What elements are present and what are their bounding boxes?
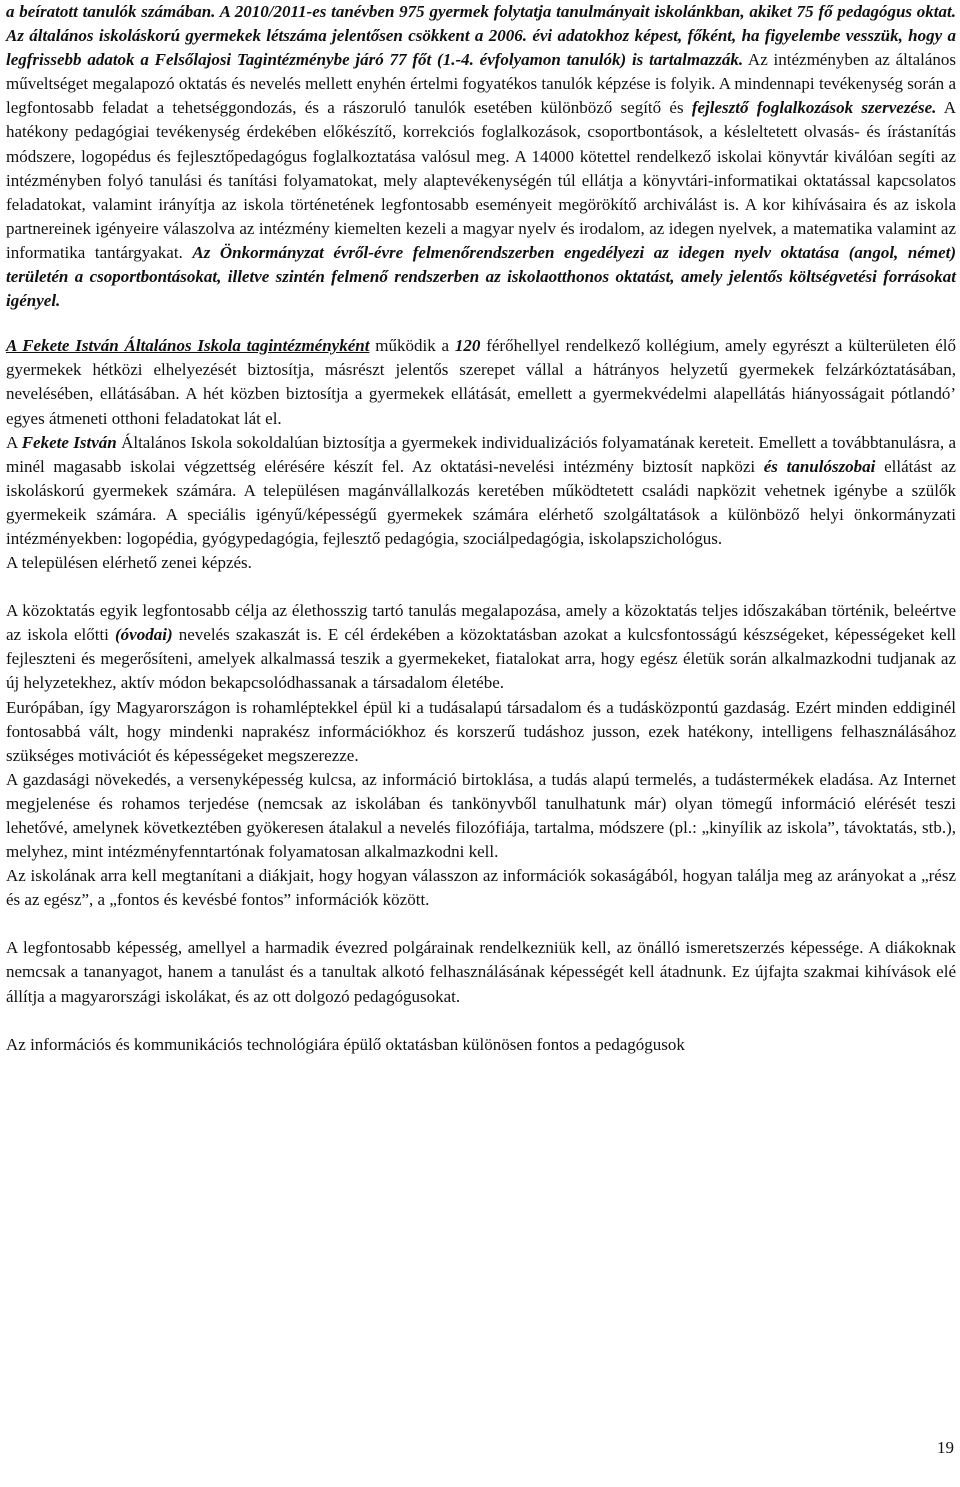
page-number: 19	[937, 1438, 954, 1457]
paragraph-information-selection: Az iskolának arra kell megtanítani a diákjait, hogy hogyan válasszon az információk sokaságából, hogyan találja meg az arányokat a „rész és az egész”, a „fontos és kevésbé fontos” információk között.	[6, 866, 956, 910]
document-page	[6, 0, 956, 1057]
dormitory-heading: A Fekete István Általános Iskola tagintézményként	[6, 336, 370, 356]
paragraph-dormitory	[6, 334, 956, 430]
study-room-emphasis: és tanulószobai	[763, 456, 876, 476]
institution-profile-text: Az intézményben az általános műveltséget megalapozó oktatás és nevelés mellett enyhén értelmi fogyatékos tanulók képzése is folyik. A mindennapi tevékenység során a legfontosabb feladat a tehetséggondozás, és a rászoruló tanulók esetében különböző segítő és	[6, 50, 956, 118]
paragraph-independent-learning: A legfontosabb képesség, amellyel a harmadik évezred polgárainak rendelkezniük kell, az önálló ismeretszerzés képessége. A diákoknak nemcsak a tananyagot, hanem a tanulást és a tanultak alkotó felhasználásának képességét kell átadnunk. Ez újfajta szakmai kihívások elé állítja a magyarországi iskolákat, és az ott dolgozó pedagógusokat.	[6, 938, 956, 1006]
paragraph-knowledge-society: Európában, így Magyarországon is rohamléptekkel épül ki a tudásalapú társadalom és a tudásközpontú gazdaság. Ezért minden eddiginél fontosabbá vált, hogy mindenki naprakész információkhoz és korszerű tudáshoz jusson, ezek hatékony, intelligens felhasználásához szükséges motivációt és képességeket megszerezze.	[6, 697, 956, 765]
paragraph-individualization	[6, 431, 956, 551]
student-statistics-text: a beíratott tanulók számában. A 2010/2011-es tanévben 975 gyermek folytatja tanulmányait iskolánkban, akiket 75 fő pedagógus oktat. Az általános iskoláskorú gyermekek létszáma jelentősen csökkent a 2006. évi adatokhoz képest, főként, ha figyelembe vesszük, hogy a legfrissebb adatok a Felsőlajosi Tagintézménybe járó 77 főt (1.-4. évfolyamon tanulók) is tartalmazzák.	[6, 2, 956, 70]
individualization-text-c: ellátást az iskoláskorú gyermekek számára. A településen magánvállalkozás keretében működtetett családi napközit vehetnek igénybe a szülők gyermekeik számára. A speciális igényű/képességű gyermekek számára elérhető szolgáltatások a különböző helyi önkormányzati intézményekben: logopédia, gyógypedagógia, fejlesztő pedagógia, szociálpedagógia, iskolapszichológus.	[6, 456, 956, 548]
paragraph-lifelong-learning	[6, 599, 956, 695]
paragraph-economic-growth: A gazdasági növekedés, a versenyképesség kulcsa, az információ birtoklása, a tudás alapú termelés, a tudástermékek eladása. Az Internet megjelenése és rohamos terjedése (nemcsak az iskolában és tankönyvből tanulhatunk már) olyan tömegű információ elérését teszi lehetővé, amelynek következtében gyökeresen átalakul a nevelés filozófiája, tartalma, módszere (pl.: „kinyílik az iskola”, távoktatás, stb.), melyhez, mint intézményfenntartónak folyamatosan alkalmazkodni kell.	[6, 769, 956, 862]
dormitory-capacity: 120	[454, 336, 481, 356]
paragraph-ict-education: Az információs és kommunikációs technológiára épülő oktatásban különösen fontos a pedagógusok	[6, 1034, 685, 1054]
individualization-text-a: A	[6, 432, 22, 452]
municipality-funding-emphasis: Az Önkormányzat évről-évre felmenőrendszerben engedélyezi az idegen nyelv oktatása (angol, német) területén a csoportbontásokat, illetve szintén felmenő rendszerben az iskolaotthonos oktatást, amely jelentős költségvetési forrásokat igényel.	[6, 242, 956, 311]
lifelong-text-b: nevelés szakaszát is. E cél érdekében a közoktatásban azokat a kulcsfontosságú készségeket, képességeket kell fejleszteni és megerősíteni, amelyek alkalmassá teszik a gyermekeket, fiatalokat arra, hogy egész életük során alkalmazkodni tudjanak az új helyzetekhez, aktív módon bekapcsolódhassanak a társadalom életébe.	[6, 625, 956, 693]
development-sessions-emphasis: fejlesztő foglalkozások szervezése.	[691, 98, 937, 118]
dormitory-text-a: működik a	[369, 336, 455, 356]
paragraph-school-overview	[6, 0, 956, 313]
school-name-emphasis: Fekete István	[21, 432, 117, 452]
dormitory-text-b: férőhellyel rendelkező kollégium, amely egyrészt a külterületen élő gyermekek hétközi elhelyezését biztosítja, másrészt jelentős szerepet vállal a hátrányos helyzetű gyermekek felzárkóztatásában, nevelésében, ellátásában. A hét közben biztosítja a gyermekek ellátását, emellett a gyermekvédelmi alapellátás hiányosságait pótlandó’ egyes átmeneti otthoni feladatokat lát el.	[6, 336, 956, 428]
lifelong-text-a: A közoktatás egyik legfontosabb célja az élethosszig tartó tanulás megalapozása, amely a közoktatás teljes időszakában történik, beleértve az iskola előtti	[6, 601, 956, 645]
individualization-text-b: Általános Iskola sokoldalúan biztosítja a gyermekek individualizációs folyamatának kereteit. Emellett a továbbtanulásra, a minél magasabb iskolai végzettség elérésére készít fel. Az oktatási-nevelési intézmény biztosít napközi	[6, 432, 957, 476]
pedagogical-activity-text: A hatékony pedagógiai tevékenység érdekében előkészítő, korrekciós foglalkozások, csoportbontások, a késleltetett olvasás- és írástanítás módszere, logopédus és fejlesztőpedagógus foglalkoztatása valósul meg. A 14000 kötettel rendelkező iskolai könyvtár kiválóan segíti az intézményben folyó tanulási és tanítási folyamatokat, mely alaptevékenységén túl ellátja a könyvtári-informatikai oktatással kapcsolatos feladatokat, valamint irányítja az iskola történetének legfontosabb eseményeit megörökítő archiválást is. A kor kihívásaira és az iskola partnereinek igényeire válaszolva az intézmény kiemelten kezeli a magyar nyelv és irodalom, az idegen nyelvek, a matematika valamint az informatika tantárgyakat.	[6, 98, 956, 262]
kindergarten-emphasis: (óvodai)	[115, 625, 173, 645]
paragraph-music-education: A településen elérhető zenei képzés.	[6, 553, 252, 573]
